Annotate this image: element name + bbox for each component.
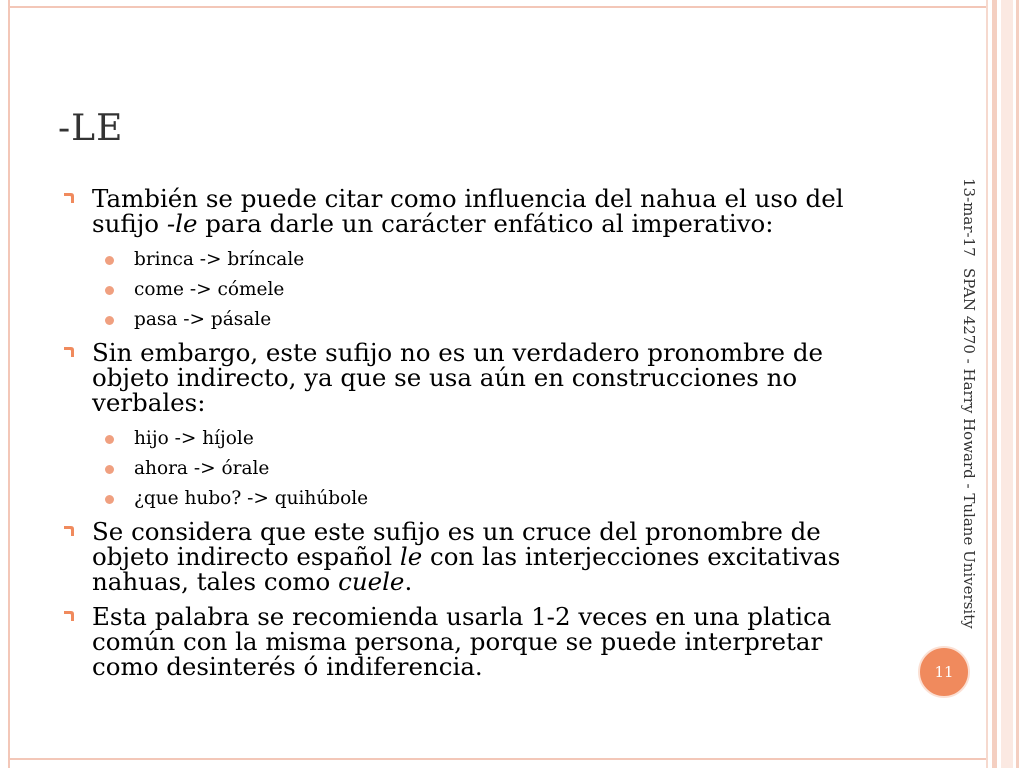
sub-list (58, 429, 888, 509)
decor-stripe (1016, 0, 1019, 768)
bullet-text: para darle un carácter enfático al imperativo: (197, 209, 774, 238)
sub-item-text: ahora -> órale (134, 458, 270, 479)
footer-date: 13-mar-17 (960, 178, 978, 257)
sub-item (58, 250, 888, 270)
frame-left-line (8, 0, 10, 768)
bullet-text: Se considera que este sufijo es un cruce del pronombre de objeto indirecto español (92, 517, 821, 571)
frame-top-line (8, 6, 988, 8)
bullet-text: Sin embargo, este sufijo no es un verdadero pronombre de objeto indirecto, ya que se usa aún en construcciones no verbales: (92, 338, 824, 417)
sub-item (58, 280, 888, 300)
bullet-arrow-icon (62, 609, 76, 623)
dot-bullet-icon (105, 316, 114, 325)
bullet-text: Esta palabra se recomienda usarla 1-2 veces en una platica común con la misma persona, porque se puede interpretar como desinterés ó indiferencia. (92, 602, 832, 681)
decor-stripe (986, 0, 988, 768)
dot-bullet-icon (105, 435, 114, 444)
bullet-text: con las interjecciones excitativas nahuas, tales como (92, 542, 841, 596)
bullet-item (58, 186, 888, 236)
slide-content (58, 186, 888, 689)
footer-course-info: SPAN 4270 - Harry Howard - Tulane University (960, 268, 978, 629)
dot-bullet-icon (105, 495, 114, 504)
bullet-arrow-icon (62, 191, 76, 205)
slide-title: -LE (58, 108, 124, 149)
sub-item-text: brinca -> bríncale (134, 249, 305, 270)
decor-stripe (992, 0, 997, 768)
sub-item (58, 429, 888, 449)
sub-item-text: ¿que hubo? -> quihúbole (134, 488, 369, 509)
sub-item-text: come -> cómele (134, 279, 285, 300)
sub-item (58, 459, 888, 479)
sub-list (58, 250, 888, 330)
bullet-item (58, 604, 888, 679)
suffix-emphasis: -le (166, 209, 198, 238)
bullet-arrow-icon (62, 345, 76, 359)
sub-item-text: pasa -> pásale (134, 309, 272, 330)
pronoun-emphasis: le (399, 542, 423, 571)
bullet-arrow-icon (62, 524, 76, 538)
bullet-item (58, 519, 888, 594)
bullet-text: También se puede citar como influencia del nahua el uso del sufijo (92, 184, 844, 238)
bullet-item (58, 340, 888, 415)
page-number-badge: 11 (918, 646, 970, 698)
bullet-text: . (404, 567, 413, 596)
dot-bullet-icon (105, 465, 114, 474)
sub-item-text: hijo -> híjole (134, 428, 254, 449)
dot-bullet-icon (105, 256, 114, 265)
frame-bottom-line (8, 758, 988, 760)
sub-item (58, 310, 888, 330)
dot-bullet-icon (105, 286, 114, 295)
decor-stripe (1001, 0, 1013, 768)
sub-item (58, 489, 888, 509)
interjection-emphasis: cuele (338, 567, 405, 596)
